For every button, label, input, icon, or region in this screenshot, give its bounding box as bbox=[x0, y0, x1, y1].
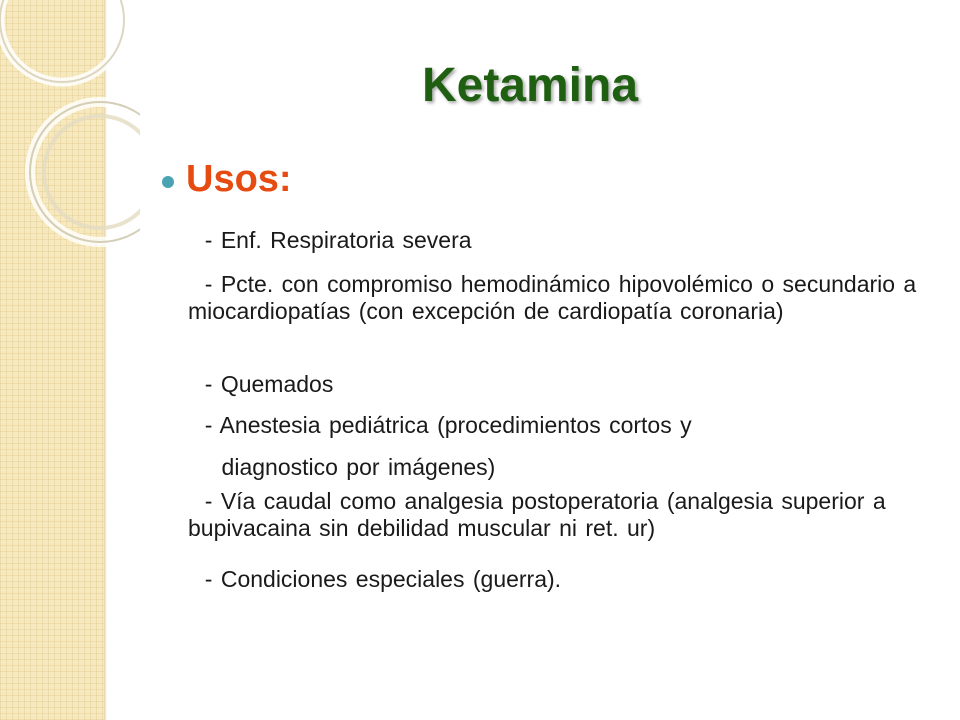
slide-title: Ketamina bbox=[421, 59, 639, 112]
section-heading: Usos: bbox=[186, 158, 292, 200]
list-item: - Quemados bbox=[188, 371, 334, 397]
list-item: - Vía caudal como analgesia postoperatoria (analgesia superior a bupivacaina sin debilidad muscular ni ret. ur) bbox=[188, 488, 895, 541]
list-item: - Condiciones especiales (guerra). bbox=[188, 566, 562, 592]
list-item: - Enf. Respiratoria severa bbox=[188, 227, 472, 253]
circle-bullet-icon bbox=[162, 176, 174, 188]
list-item: - Anestesia pediátrica (procedimientos cortos y bbox=[188, 412, 692, 438]
list-item-continuation: diagnostico por imágenes) bbox=[188, 454, 496, 480]
decorative-rings bbox=[0, 0, 140, 260]
list-item: - Pcte. con compromiso hemodinámico hipovolémico o secundario a miocardiopatías (con excepción de cardiopatía coronaria) bbox=[188, 271, 925, 324]
